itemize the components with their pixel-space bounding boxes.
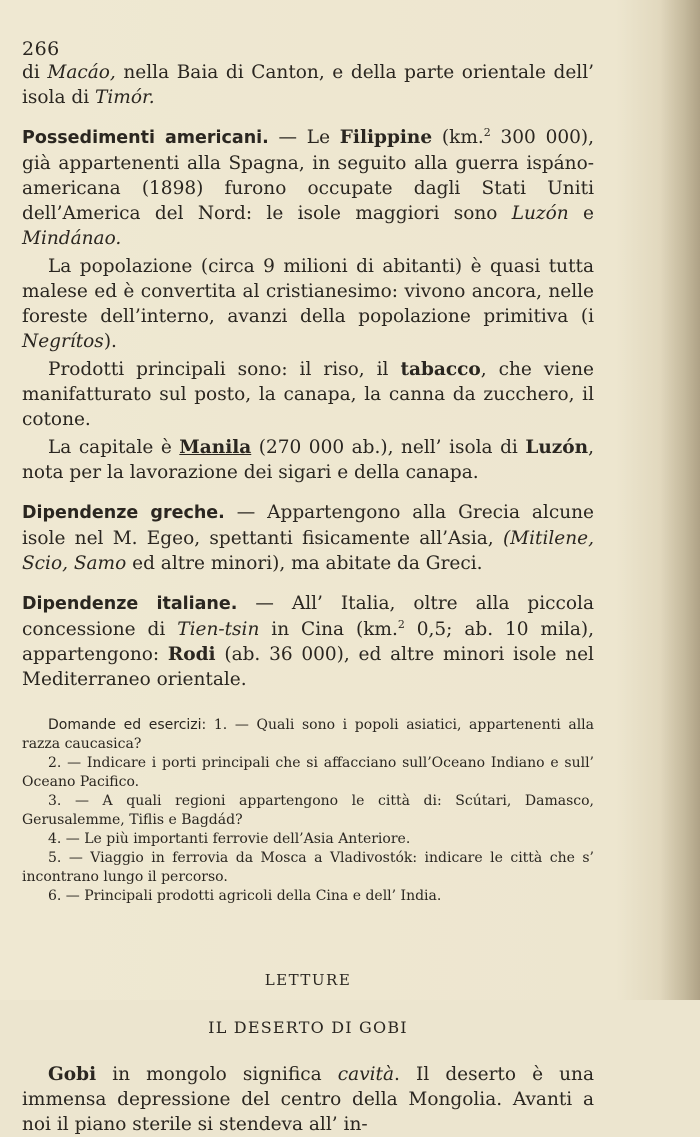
page-content [22, 60, 594, 1137]
place-tientsin: Tien-tsin [177, 619, 260, 640]
questions-block [22, 716, 594, 906]
greek-islands: (Mitilene, Scio, Samo [22, 528, 594, 574]
question-3: 3. — A quali regioni appartengono le città di: Scútari, Damasco, Gerusalemme, Tiflis e Bagdád? [22, 793, 594, 828]
intro-paragraph: di Macáo, nella Baia di Canton, e della parte orientale dell’ isola di Timór. [22, 62, 595, 108]
place-macao: Macáo, [47, 62, 116, 83]
capitale-paragraph: La capitale è Manila (270 000 ab.), nell’ isola di Luzón, nota per la lavorazione dei sigari e della canapa. [22, 437, 594, 483]
question-6: 6. — Principali prodotti agricoli della Cina e dell’ India. [48, 888, 442, 904]
term-rodi: Rodi [167, 644, 216, 665]
question-5: 5. — Viaggio in ferrovia da Mosca a Vladivostók: indicare le città che s’ incontrano lungo il percorso. [22, 850, 594, 885]
question-4: 4. — Le più importanti ferrovie dell’Asia Anteriore. [48, 831, 411, 847]
term-cavita: cavità [337, 1064, 395, 1085]
reading-paragraph: Gobi in mongolo significa cavità. Il deserto è una immensa depressione del centro della Mongolia. Avanti a noi il piano sterile si stendeva all’ in- [22, 1064, 594, 1135]
place-timor: Timór. [95, 87, 155, 108]
greche-paragraph: Dipendenze greche. — Appartengono alla Grecia alcune isole nel M. Egeo, spettanti fisicamente all’Asia, (Mitilene, Scio, Samo ed altre minori), ma abitate da Greci. [22, 502, 594, 574]
binding-shadow [660, 0, 700, 1000]
possedimenti-paragraph: Possedimenti americani. — Le Filippine (km.$^2$ 300 000), già appartenenti alla Spagna, in seguito alla guerra ispáno-americana (1898) furono occupate dagli Stati Uniti dell’America del Nord: le isole maggiori sono Luzón e Mindánao. [22, 125, 594, 249]
possedimenti-heading: Possedimenti americani. [22, 128, 269, 148]
term-filippine: Filippine [339, 127, 433, 148]
greche-heading: Dipendenze greche. [22, 503, 225, 523]
term-negritos: Negrítos [22, 331, 104, 352]
term-manila: Manila [179, 437, 252, 458]
term-luzon: Luzón [525, 437, 589, 458]
italiane-paragraph: Dipendenze italiane. — All’ Italia, oltre alla piccola concessione di Tien-tsin in Cina (km.$^2$ 0,5; ab. 10 mila), appartengono: Rodi (ab. 36 000), ed altre minori isole nel Mediterraneo orientale. [22, 593, 594, 690]
place-luzon: Luzón [511, 203, 569, 224]
letture-heading: LETTURE [264, 971, 352, 989]
prodotti-paragraph: Prodotti principali sono: il riso, il tabacco, che viene manifatturato sul posto, la canapa, la canna da zucchero, il cotone. [22, 359, 595, 430]
popolazione-paragraph: La popolazione (circa 9 milioni di abitanti) è quasi tutta malese ed è convertita al cristianesimo: vivono ancora, nelle foreste dell’interno, avanzi della popolazione primitiva (i Negrítos). [22, 256, 594, 352]
question-2: 2. — Indicare i porti principali che si affacciano sull’Oceano Indiano e sull’ Oceano Pacifico. [22, 755, 594, 790]
page-number: 266 [22, 38, 60, 60]
place-mindanao: Mindánao. [22, 228, 122, 249]
term-gobi: Gobi [48, 1064, 97, 1085]
term-tabacco: tabacco [400, 359, 481, 380]
questions-heading: Domande ed esercizi: [48, 717, 207, 733]
italiane-heading: Dipendenze italiane. [22, 594, 238, 614]
question-1: Domande ed esercizi: 1. — Quali sono i popoli asiatici, appartenenti alla razza caucasica? [22, 717, 594, 752]
reading-title: IL DESERTO DI GOBI [208, 1018, 408, 1037]
